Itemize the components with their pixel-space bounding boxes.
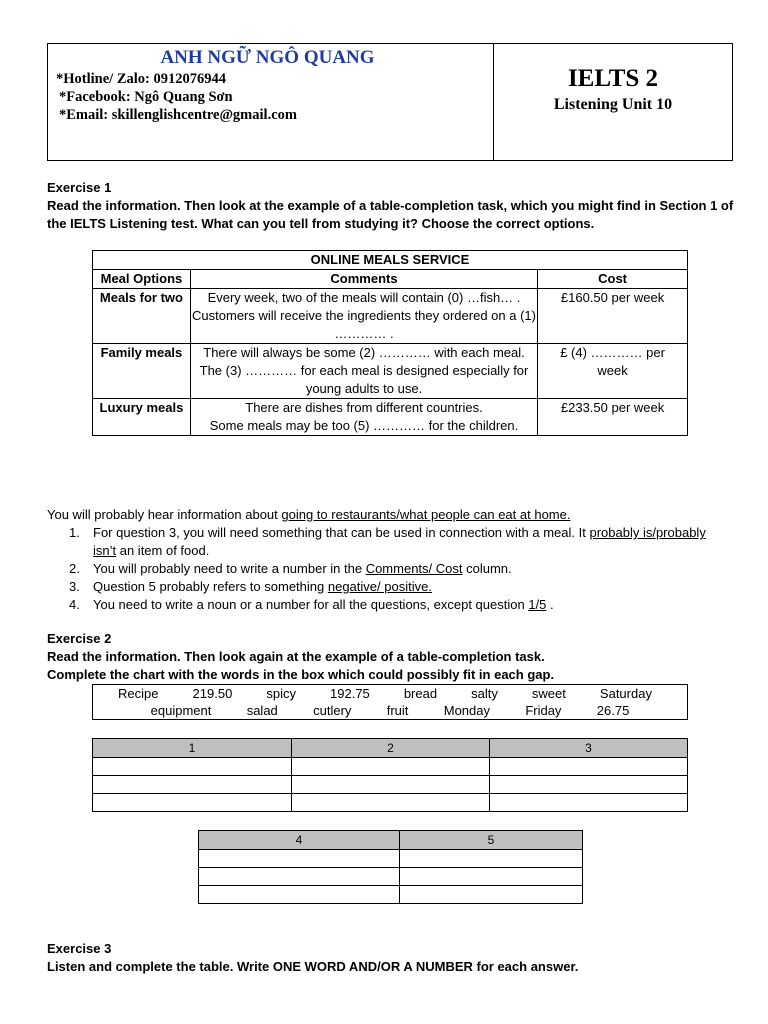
exercise-3-title: Exercise 3: [47, 941, 112, 956]
chart-header: 3: [490, 739, 688, 758]
word-option: Saturday: [599, 686, 652, 701]
row-option: Luxury meals: [93, 399, 191, 436]
word-option: salty: [471, 686, 498, 701]
choice-options: probably is/probably isn’t: [93, 525, 706, 558]
answer-cell[interactable]: [199, 868, 400, 886]
exercise-1-heading: [47, 179, 737, 233]
row-comments: [190, 289, 537, 344]
chart-header: 2: [292, 739, 490, 758]
hotline: *Hotline/ Zalo: 0912076944: [56, 71, 226, 87]
table-row: [93, 344, 688, 399]
comment-line: Customers will receive the ingredients they ordered on a (1) ………… .: [192, 308, 536, 341]
table-row: [93, 758, 688, 776]
meals-table: [92, 250, 688, 436]
row-comments: [190, 344, 537, 399]
chart-header: 1: [93, 739, 292, 758]
choice-options: going to restaurants/what people can eat at home.: [281, 507, 571, 522]
word-option: 26.75: [596, 703, 630, 718]
answer-cell[interactable]: [93, 794, 292, 812]
exercise-3-heading: [47, 940, 737, 976]
table-caption: ONLINE MEALS SERVICE: [93, 251, 688, 270]
word-option: spicy: [266, 686, 296, 701]
row-option: Family meals: [93, 344, 191, 399]
answer-cell[interactable]: [199, 886, 400, 904]
word-option: fruit: [386, 703, 409, 718]
word-box-row: [93, 702, 687, 719]
comment-line: The (3) ………… for each meal is designed especially for young adults to use.: [199, 363, 529, 396]
table-row: [199, 886, 583, 904]
table-row: [93, 399, 688, 436]
answer-cell[interactable]: [490, 794, 688, 812]
word-option: 219.50: [192, 686, 233, 701]
table-row: [93, 776, 688, 794]
comment-line: There are dishes from different countries.: [245, 400, 483, 415]
table-row: [93, 289, 688, 344]
table-row: [93, 794, 688, 812]
facebook: *Facebook: Ngô Quang Sơn: [59, 89, 233, 105]
word-option: Friday: [525, 703, 562, 718]
comment-line: Some meals may be too (5) ………… for the children.: [209, 418, 519, 433]
word-option: salad: [246, 703, 278, 718]
answer-cell[interactable]: [93, 758, 292, 776]
answer-chart-2: [198, 830, 583, 904]
list-item: 1. For question 3, you will need something that can be used in connection with a meal. It probably is/probably isn’t an item of food.: [69, 525, 706, 558]
row-cost: £233.50 per week: [538, 399, 688, 436]
word-option: bread: [403, 686, 438, 701]
centre-info: [48, 44, 494, 160]
choice-options: 1/5: [528, 597, 547, 612]
exercise-1-instruction: Read the information. Then look at the example of a table-completion task, which you might find in Section 1 of the IELTS Listening test. What can you tell from studying it? Choose the correct options.: [47, 198, 734, 231]
answer-cell[interactable]: [292, 758, 490, 776]
answer-cell[interactable]: [199, 850, 400, 868]
brand-name: ANH NGỮ NGÔ QUANG: [160, 47, 375, 68]
row-cost: £ (4) ………… per week: [538, 344, 688, 399]
table-row: [199, 868, 583, 886]
exercise-2-instruction: Complete the chart with the words in the box which could possibly fit in each gap.: [47, 667, 555, 682]
word-box: [92, 684, 688, 720]
word-box-row: [93, 685, 687, 702]
course-unit: Listening Unit 10: [553, 96, 673, 113]
chart-header: 4: [199, 831, 400, 850]
exercise-2-instruction: Read the information. Then look again at the example of a table-completion task.: [47, 649, 545, 664]
list-item: 4. You need to write a noun or a number for all the questions, except question 1/5 .: [69, 597, 554, 612]
table-row: [199, 850, 583, 868]
word-option: cutlery: [313, 703, 352, 718]
choice-options: Comments/ Cost: [365, 561, 463, 576]
answer-cell[interactable]: [292, 794, 490, 812]
word-option: sweet: [531, 686, 566, 701]
col-header-comments: Comments: [190, 270, 537, 289]
answer-cell[interactable]: [490, 776, 688, 794]
comment-line: There will always be some (2) ………… with each meal.: [203, 345, 525, 360]
word-option: 192.75: [330, 686, 370, 701]
course-info: [494, 44, 732, 160]
word-option: Monday: [443, 703, 490, 718]
answer-chart-1: [92, 738, 688, 812]
exercise-1-title: Exercise 1: [47, 180, 112, 195]
chart-header: 5: [400, 831, 583, 850]
row-comments: [190, 399, 537, 436]
word-option: Recipe: [118, 686, 159, 701]
comment-line: Every week, two of the meals will contain (0) …fish… .: [207, 290, 521, 305]
answer-cell[interactable]: [93, 776, 292, 794]
answer-cell[interactable]: [400, 868, 583, 886]
choice-options: negative/ positive.: [327, 579, 432, 594]
col-header-meal-options: Meal Options: [93, 270, 191, 289]
answer-cell[interactable]: [292, 776, 490, 794]
answer-cell[interactable]: [400, 886, 583, 904]
notes-list: [69, 524, 747, 614]
col-header-cost: Cost: [538, 270, 688, 289]
email: *Email: skillenglishcentre@gmail.com: [59, 107, 297, 123]
answer-cell[interactable]: [400, 850, 583, 868]
exercise-1-notes: [47, 506, 747, 614]
worksheet-header: [47, 43, 733, 161]
notes-intro: You will probably hear information about going to restaurants/what people can eat at home.: [47, 507, 571, 522]
exercise-2-title: Exercise 2: [47, 631, 112, 646]
course-title: IELTS 2: [567, 65, 659, 92]
answer-cell[interactable]: [490, 758, 688, 776]
row-option: Meals for two: [93, 289, 191, 344]
row-cost: £160.50 per week: [538, 289, 688, 344]
exercise-2-heading: [47, 630, 737, 684]
list-item: 3. Question 5 probably refers to something negative/ positive.: [69, 579, 432, 594]
word-option: equipment: [150, 703, 212, 718]
list-item: 2. You will probably need to write a number in the Comments/ Cost column.: [69, 561, 512, 576]
exercise-3-instruction: Listen and complete the table. Write ONE WORD AND/OR A NUMBER for each answer.: [47, 959, 579, 974]
